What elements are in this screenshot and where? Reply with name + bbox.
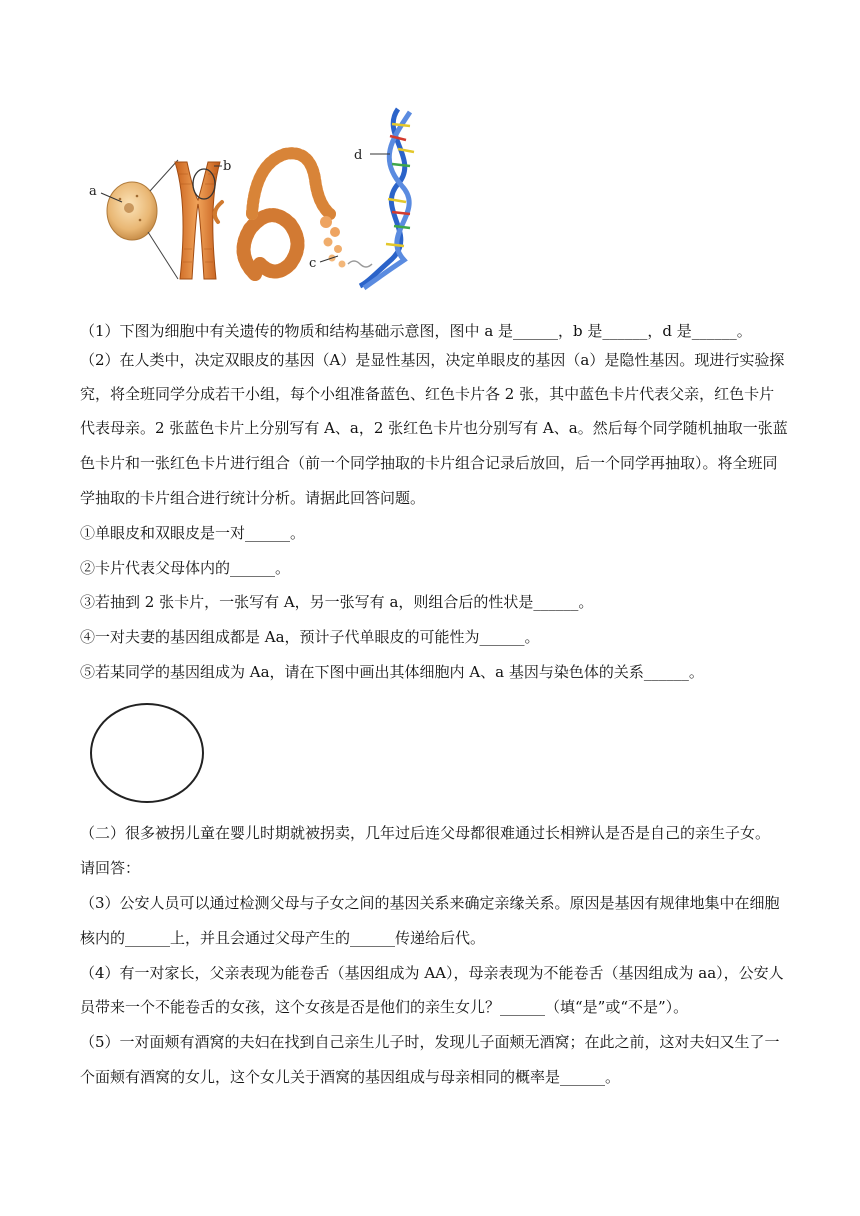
question-3-text-cont: 核内的______上，并且会通过父母产生的______传递给后代。 — [80, 929, 486, 947]
sub-question-3: ③若抽到 2 张卡片，一张写有 A，另一张写有 a，则组合后的性状是______。 — [80, 593, 594, 611]
question-2-text-cont: 学抽取的卡片组合进行统计分析。请据此回答问题。 — [80, 489, 426, 507]
question-2-text: （2）在人类中，决定双眼皮的基因（A）是显性基因，决定单眼皮的基因（a）是隐性基因。现进行实验探 — [80, 351, 785, 369]
question-3-text: （3）公安人员可以通过检测父母与子女之间的基因关系来确定亲缘关系。原因是基因有规律地集中在细胞 — [80, 894, 780, 912]
section-2-intro: （二）很多被拐儿童在婴儿时期就被拐卖，几年过后连父母都很难通过长相辨认是否是自己的亲生子女。 — [80, 824, 771, 842]
question-2-text-cont: 代表母亲。2 张蓝色卡片上分别写有 A、a，2 张红色卡片也分别写有 A、a。然后每个同学随机抽取一张蓝 — [80, 419, 788, 437]
sub-question-5: ⑤若某同学的基因组成为 Aa，请在下图中画出其体细胞内 A、a 基因与染色体的关系______。 — [80, 663, 704, 681]
label-d: d — [354, 148, 363, 163]
chromosome-illustration — [175, 159, 231, 279]
chromatin-coil-illustration — [244, 153, 346, 274]
question-2-text-cont: 色卡片和一张红色卡片进行组合（前一个同学抽取的卡片组合记录后放回，后一个同学再抽取）。将全班同 — [80, 454, 778, 472]
heredity-structure-diagram — [80, 104, 425, 294]
question-4-text: （4）有一对家长，父亲表现为能卷舌（基因组成为 AA），母亲表现为不能卷舌（基因组成为 aa），公安人 — [80, 964, 784, 982]
sub-question-1: ①单眼皮和双眼皮是一对______。 — [80, 524, 306, 542]
section-2-prompt: 请回答： — [80, 859, 141, 877]
label-a: a — [89, 184, 97, 199]
cell-drawing-circle[interactable] — [90, 703, 204, 803]
label-c: c — [309, 256, 317, 271]
cell-illustration — [89, 182, 157, 240]
question-5-text-cont: 个面颊有酒窝的女儿，这个女儿关于酒窝的基因组成与母亲相同的概率是______。 — [80, 1068, 621, 1086]
label-b: b — [223, 159, 232, 174]
question-4-text-cont: 员带来一个不能卷舌的女孩，这个女孩是否是他们的亲生女儿？______（填“是”或“不是”）。 — [80, 998, 689, 1016]
sub-question-4: ④一对夫妻的基因组成都是 Aa，预计子代单眼皮的可能性为______。 — [80, 628, 540, 646]
question-5-text: （5）一对面颊有酒窝的夫妇在找到自己亲生儿子时，发现儿子面颊无酒窝；在此之前，这对夫妇又生了一 — [80, 1033, 780, 1051]
question-2-text-cont: 究，将全班同学分成若干小组，每个小组准备蓝色、红色卡片各 2 张，其中蓝色卡片代表父亲，红色卡片 — [80, 385, 775, 403]
sub-question-2: ②卡片代表父母体内的______。 — [80, 559, 291, 577]
question-1-text: （1）下图为细胞中有关遗传的物质和结构基础示意图，图中 a 是______，b 是______，d 是______。 — [80, 322, 752, 340]
